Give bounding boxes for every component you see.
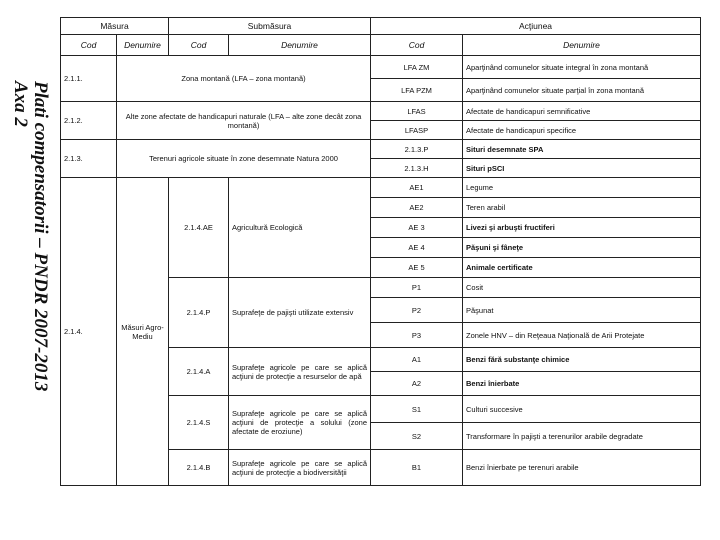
action-cod: S1 — [371, 396, 463, 423]
submasura-214a-denumire: Suprafeţe agricole pe care se aplică acţiuni de protecţie a resurselor de apă — [229, 348, 371, 396]
submasura-214a-cod: 2.1.4.A — [169, 348, 229, 396]
header-masura-cod: Cod — [61, 35, 117, 56]
submasura-214p-denumire: Suprafeţe de pajişti utilizate extensiv — [229, 278, 371, 348]
action-cod: AE1 — [371, 178, 463, 198]
masura-214-denumire: Măsuri Agro-Mediu — [117, 178, 169, 486]
header-submasura: Submăsura — [169, 18, 371, 35]
action-denumire: Transformare în pajişti a terenurilor arabile degradate — [463, 423, 701, 450]
action-denumire: Aparţinând comunelor situate integral în zona montană — [463, 56, 701, 79]
submasura-214ae-cod: 2.1.4.AE — [169, 178, 229, 278]
masura-214-cod: 2.1.4. — [61, 178, 117, 486]
action-denumire: Aparţinând comunelor situate parţial în zona montană — [463, 79, 701, 102]
submasura-214p-cod: 2.1.4.P — [169, 278, 229, 348]
action-denumire: Afectate de handicapuri semnificative — [463, 102, 701, 121]
action-denumire: Benzi înierbate — [463, 372, 701, 396]
header-submasura-denumire: Denumire — [229, 35, 371, 56]
submasura-214s-denumire: Suprafeţe agricole pe care se aplică acţiuni de protecţie a solului (zone afectate de eroziune) — [229, 396, 371, 450]
action-cod: P1 — [371, 278, 463, 298]
action-cod: P3 — [371, 323, 463, 348]
action-cod: A1 — [371, 348, 463, 372]
action-denumire: Situri pSCI — [463, 159, 701, 178]
action-cod: B1 — [371, 450, 463, 486]
action-cod: AE 4 — [371, 238, 463, 258]
action-denumire: Animale certificate — [463, 258, 701, 278]
action-cod: LFAS — [371, 102, 463, 121]
header-actiune-cod: Cod — [371, 35, 463, 56]
submasura-214b-cod: 2.1.4.B — [169, 450, 229, 486]
action-denumire: Situri desemnate SPA — [463, 140, 701, 159]
action-cod: 2.1.3.H — [371, 159, 463, 178]
action-cod: AE 5 — [371, 258, 463, 278]
action-cod: LFA PZM — [371, 79, 463, 102]
side-label-line2: Axa 2 — [10, 81, 31, 127]
measures-table — [60, 17, 701, 486]
action-denumire: Legume — [463, 178, 701, 198]
action-denumire: Păşuni şi fâneţe — [463, 238, 701, 258]
header-masura-denumire: Denumire — [117, 35, 169, 56]
header-submasura-cod: Cod — [169, 35, 229, 56]
masura-213-cod: 2.1.3. — [61, 140, 117, 178]
submasura-214ae-denumire: Agricultură Ecologică — [229, 178, 371, 278]
masura-212-cod: 2.1.2. — [61, 102, 117, 140]
action-denumire: Cosit — [463, 278, 701, 298]
action-denumire: Benzi fără substanţe chimice — [463, 348, 701, 372]
masura-213-denumire: Terenuri agricole situate în zone desemnate Natura 2000 — [117, 140, 371, 178]
action-cod: S2 — [371, 423, 463, 450]
action-denumire: Teren arabil — [463, 198, 701, 218]
action-denumire: Benzi înierbate pe terenuri arabile — [463, 450, 701, 486]
action-denumire: Zonele HNV – din Reţeaua Naţională de Arii Protejate — [463, 323, 701, 348]
submasura-214s-cod: 2.1.4.S — [169, 396, 229, 450]
action-denumire: Livezi şi arbuşti fructiferi — [463, 218, 701, 238]
action-cod: A2 — [371, 372, 463, 396]
action-cod: LFASP — [371, 121, 463, 140]
header-actiune-denumire: Denumire — [463, 35, 701, 56]
side-label — [4, 81, 56, 446]
action-denumire: Afectate de handicapuri specifice — [463, 121, 701, 140]
header-masura: Măsura — [61, 18, 169, 35]
action-cod: AE2 — [371, 198, 463, 218]
masura-212-denumire: Alte zone afectate de handicapuri naturale (LFA – alte zone decât zona montană) — [117, 102, 371, 140]
action-cod: AE 3 — [371, 218, 463, 238]
masura-211-cod: 2.1.1. — [61, 56, 117, 102]
action-cod: 2.1.3.P — [371, 140, 463, 159]
masura-211-denumire: Zona montană (LFA – zona montană) — [117, 56, 371, 102]
action-denumire: Păşunat — [463, 298, 701, 323]
action-cod: P2 — [371, 298, 463, 323]
side-label-text — [10, 81, 50, 441]
submasura-214b-denumire: Suprafeţe agricole pe care se aplică acţiuni de protecţie a biodiversităţii — [229, 450, 371, 486]
header-actiunea: Acţiunea — [371, 18, 701, 35]
action-denumire: Culturi succesive — [463, 396, 701, 423]
side-label-line1: Plati compensatorii – PNDR 2007-2013 — [30, 81, 51, 392]
action-cod: LFA ZM — [371, 56, 463, 79]
